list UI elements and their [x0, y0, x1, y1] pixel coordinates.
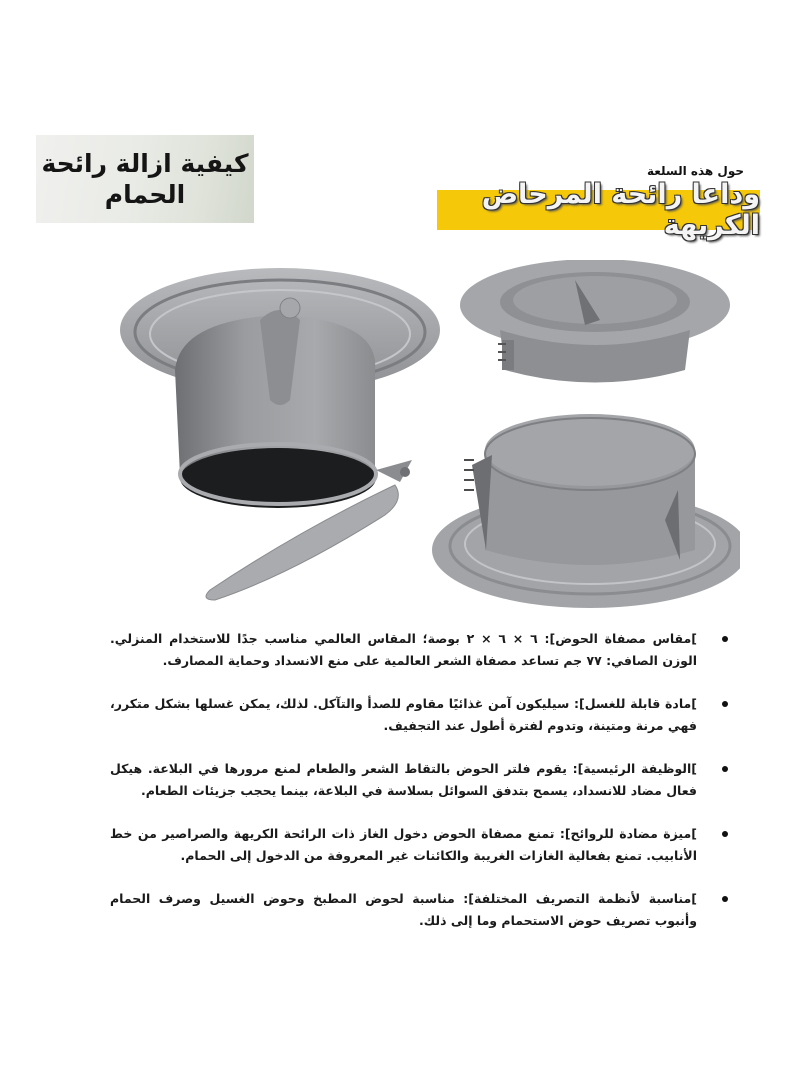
promo-card-how-to-remove-bathroom-odor	[36, 135, 254, 223]
bullet-icon	[722, 831, 728, 837]
promo-card-line-1: كيفية ازالة رائحة	[41, 149, 249, 178]
feature-item-anti-odor	[110, 823, 735, 867]
drain-filter-top-view-image	[460, 260, 730, 383]
feature-text: ]ميزة مضادة للروائح]: تمنع مصفاة الحوض دخول الغاز ذات الرائحة الكريهة والصراصير من خط الأنابيب. تمنع بفعالية الغازات الغريبة والكائنات غير المعروفة من الدخول إلى الحمام.	[110, 826, 697, 863]
feature-item-washable-material	[110, 693, 735, 737]
feature-text: ]مقاس مصفاة الحوض]: ٦ × ٦ × ٢ بوصة؛ المقاس العالمي مناسب جدًا للاستخدام المنزلي. الوزن الصافي: ٧٧ جم تساعد مصفاة الشعر العالمية على منع الانسداد وحماية المصارف.	[110, 631, 697, 668]
feature-list	[110, 628, 735, 953]
feature-item-main-function	[110, 758, 735, 802]
feature-text: ]الوظيفة الرئيسية]: يقوم فلتر الحوض بالتقاط الشعر والطعام لمنع مرورها في البلاعة. هيكل فعال مضاد للانسداد، يسمح بتدفق السوائل بسلاسة في البلاعة، بينما يحجب جزيئات الطعام.	[110, 761, 697, 798]
bullet-icon	[722, 766, 728, 772]
feature-text: ]مناسبة لأنظمة التصريف المختلفة]: مناسبة لحوض المطبخ وحوض الغسيل وصرف الحمام وأنبوب تصريف حوض الاستحمام وما إلى ذلك.	[110, 891, 697, 928]
headline-banner	[437, 179, 760, 241]
bullet-icon	[722, 636, 728, 642]
feature-text: ]مادة قابلة للغسل]: سيليكون آمن غذائيًا مقاوم للصدأ والتآكل. لذلك، يمكن غسلها بشكل متكرر، فهي مرنة ومتينة، وتدوم لفترة أطول عند التجفيف.	[110, 696, 697, 733]
about-this-item-heading: حول هذه السلعة	[646, 164, 744, 178]
feature-item-sink-strainer-size	[110, 628, 735, 672]
drain-filter-open-lid-image	[120, 268, 440, 600]
bullet-icon	[722, 896, 728, 902]
product-photo	[100, 260, 740, 610]
promo-card-line-2: الحمام	[104, 180, 186, 209]
headline-banner-text: وداعا رائحة المرحاض الكريهة	[481, 179, 760, 241]
drain-filter-closed-lid-image	[432, 414, 740, 608]
bullet-icon	[722, 701, 728, 707]
feature-item-drain-compatibility	[110, 888, 735, 932]
